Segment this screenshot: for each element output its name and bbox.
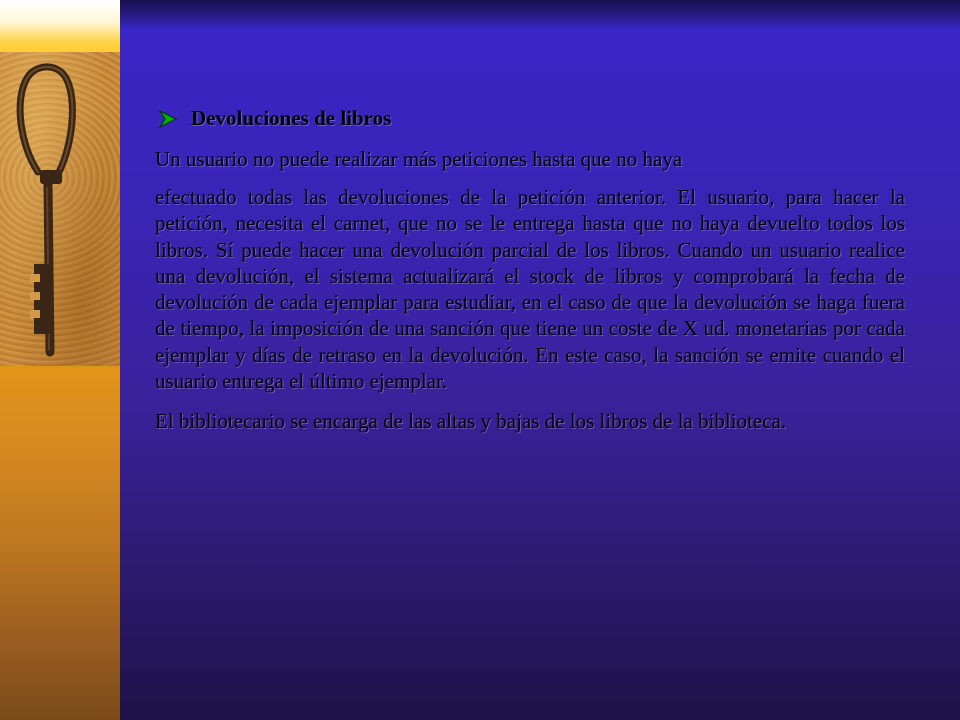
slide-content bbox=[155, 100, 905, 435]
key-photo bbox=[0, 52, 120, 366]
top-band bbox=[120, 0, 960, 28]
key-icon bbox=[0, 52, 120, 366]
left-decorative-strip bbox=[0, 0, 120, 720]
body-paragraph: efectuado todas las devoluciones de la petición anterior. El usuario, para hacer la petición, necesita el carnet, que no se le entrega hasta que no haya devuelto todos los libros. Sí puede hacer una devolución parcial de los libros. Cuando un usuario realice una devolución, el sistema actualizará el stock de libros y comprobará la fecha de devolución de cada ejemplar para estudiar, en el caso de que la devolución se haga fuera de tiempo, la imposición de una sanción que tiene un coste de X ud. monetarias por cada ejemplar y días de retraso en la devolución. En este caso, la sanción se emite cuando el usuario entrega el último ejemplar. bbox=[155, 185, 905, 394]
heading-text: Devoluciones de libros bbox=[191, 105, 392, 130]
section-heading bbox=[155, 100, 905, 136]
closing-paragraph: El bibliotecario se encarga de las altas y bajas de los libros de la biblioteca. bbox=[155, 409, 787, 434]
intro-line: Un usuario no puede realizar más peticiones hasta que no haya bbox=[155, 147, 683, 171]
arrow-right-icon bbox=[159, 109, 177, 127]
